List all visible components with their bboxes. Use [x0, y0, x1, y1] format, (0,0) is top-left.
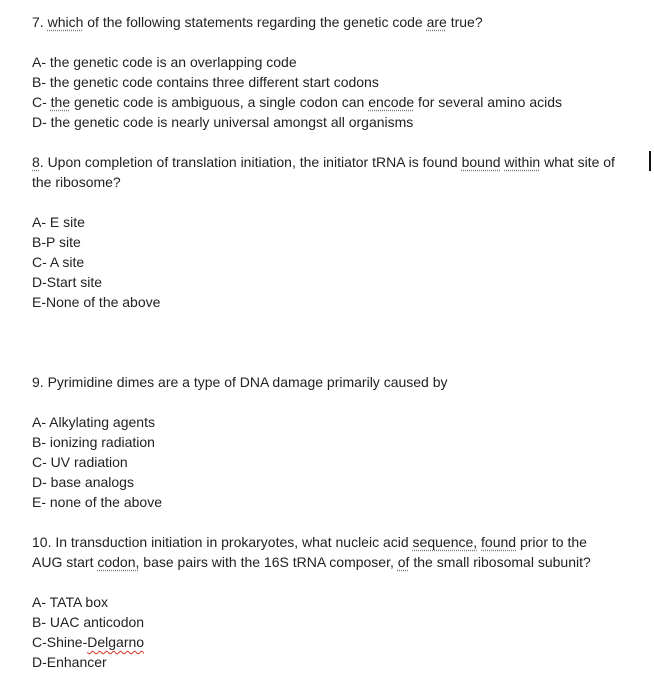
- q8-option-c: C- A site: [32, 254, 85, 270]
- question-8-text: 8. Upon completion of translation initiation, the initiator tRNA is found bound within what site of: [32, 154, 615, 170]
- q9-option-c: C- UV radiation: [32, 454, 128, 470]
- q8-option-d: D-Start site: [32, 274, 103, 290]
- q9-option-d: D- base analogs: [32, 474, 134, 490]
- question-10-text-line2: AUG start codon, base pairs with the 16S tRNA composer, of the small ribosomal subunit?: [32, 554, 591, 570]
- q8-option-b: B-P site: [32, 234, 81, 250]
- q9-option-b: B- ionizing radiation: [32, 434, 155, 450]
- q10-option-c: C-Shine-Delgarno: [32, 634, 145, 650]
- q7-option-b: B- the genetic code contains three different start codons: [32, 74, 379, 90]
- question-9-text: 9. Pyrimidine dimes are a type of DNA damage primarily caused by: [32, 374, 448, 390]
- question-8-text-line2: the ribosome?: [32, 174, 121, 190]
- q9-option-a: A- Alkylating agents: [32, 414, 155, 430]
- q9-option-e: E- none of the above: [32, 494, 162, 510]
- q10-option-a: A- TATA box: [32, 594, 108, 610]
- text-cursor: [649, 151, 651, 171]
- q10-option-b: B- UAC anticodon: [32, 614, 145, 630]
- spellcheck-word[interactable]: Delgarno: [87, 634, 145, 650]
- document-body[interactable]: [32, 12, 652, 672]
- question-7-text: 7. which of the following statements regarding the genetic code are true?: [32, 14, 483, 30]
- q7-option-a: A- the genetic code is an overlapping code: [32, 54, 297, 70]
- question-10-text: 10. In transduction initiation in prokaryotes, what nucleic acid sequence, found prior to the: [32, 534, 587, 550]
- q7-option-d: D- the genetic code is nearly universal amongst all organisms: [32, 114, 414, 130]
- q7-option-c: C- the genetic code is ambiguous, a single codon can encode for several amino acids: [32, 94, 563, 110]
- q8-option-a: A- E site: [32, 214, 85, 230]
- q8-option-e: E-None of the above: [32, 294, 161, 310]
- q10-option-d: D-Enhancer: [32, 654, 107, 670]
